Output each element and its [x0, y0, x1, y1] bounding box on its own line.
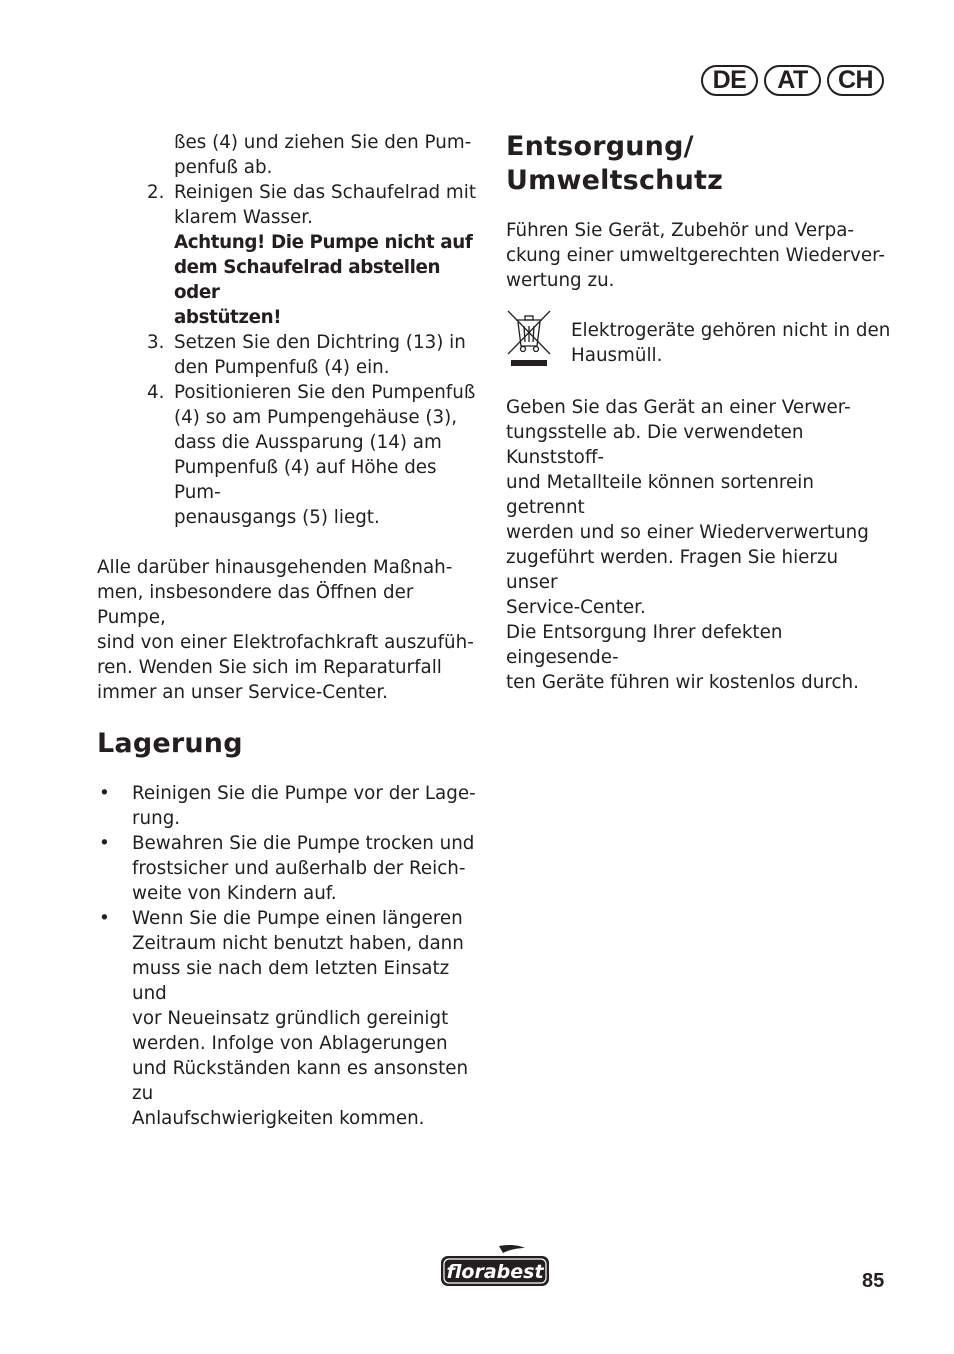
- language-badges: [701, 65, 884, 96]
- language-badge-at: AT: [764, 65, 821, 96]
- step-number: 4.: [147, 382, 165, 403]
- storage-heading: Lagerung: [97, 728, 243, 759]
- storage-bullet: • Bewahren Sie die Pumpe trocken und frostsicher und außerhalb der Reich- weite von Kindern auf.: [97, 831, 482, 906]
- disposal-heading: Entsorgung/ Umweltschutz: [506, 131, 724, 196]
- step-number: 3.: [147, 332, 165, 353]
- language-badge-de: DE: [701, 65, 758, 96]
- disposal-body: Geben Sie das Gerät an einer Verwer- tungsstelle ab. Die verwendeten Kunststoff- und Metallteile können sortenrein getrennt werden und so einer Wiederverwertung zugeführt werden. Fragen Sie hierzu unser Service-Center. Die Entsorgung Ihrer defekten eingesende- ten Geräte führen wir kostenlos durch.: [506, 397, 869, 693]
- language-badge-ch: CH: [827, 65, 884, 96]
- repair-paragraph: Alle darüber hinausgehenden Maßnah- men, insbesondere das Öffnen der Pumpe, sind von einer Elektrofachkraft auszufüh- ren. Wenden Sie sich im Reparaturfall immer an unser Service-Center.: [97, 557, 474, 703]
- storage-bullet: • Reinigen Sie die Pumpe vor der Lage- rung.: [97, 781, 482, 831]
- storage-list: [97, 781, 482, 1131]
- page-number: 85: [862, 1270, 885, 1292]
- step-1-continuation: ßes (4) und ziehen Sie den Pum- penfuß ab.: [174, 132, 472, 178]
- storage-bullet: • Wenn Sie die Pumpe einen längeren Zeitraum nicht benutzt haben, dann muss sie nach dem letzten Einsatz und vor Neueinsatz gründlich gereinigt werden. Infolge von Ablagerungen und Rückständen kann es ansonsten zu Anlaufschwierigkeiten kommen.: [97, 906, 482, 1131]
- crossed-out-bin-icon: [506, 308, 552, 370]
- cleaning-steps: [97, 180, 482, 530]
- warning-text: Achtung! Die Pumpe nicht auf dem Schaufelrad abstellen oder abstützen!: [174, 232, 473, 328]
- step-2: 2. Reinigen Sie das Schaufelrad mit klarem Wasser. Achtung! Die Pumpe nicht auf dem Schaufelrad abstellen oder abstützen!: [97, 180, 482, 330]
- weee-notice: [506, 318, 891, 370]
- florabest-logo: [439, 1243, 551, 1289]
- disposal-intro: Führen Sie Gerät, Zubehör und Verpa- ckung einer umweltgerechten Wiederver- wertung zu.: [506, 220, 886, 291]
- right-column: [506, 130, 891, 695]
- step-4: 4. Positionieren Sie den Pumpenfuß (4) so am Pumpengehäuse (3), dass die Aussparung (14) am Pumpenfuß (4) auf Höhe des Pum- penausgangs (5) liegt.: [147, 382, 476, 528]
- brand-text: florabest: [446, 1261, 544, 1283]
- step-3: 3. Setzen Sie den Dichtring (13) in den Pumpenfuß (4) ein.: [147, 332, 466, 378]
- step-number: 2.: [147, 182, 165, 203]
- left-column: [97, 130, 482, 1131]
- weee-text: Elektrogeräte gehören nicht in den Hausmüll.: [571, 320, 891, 366]
